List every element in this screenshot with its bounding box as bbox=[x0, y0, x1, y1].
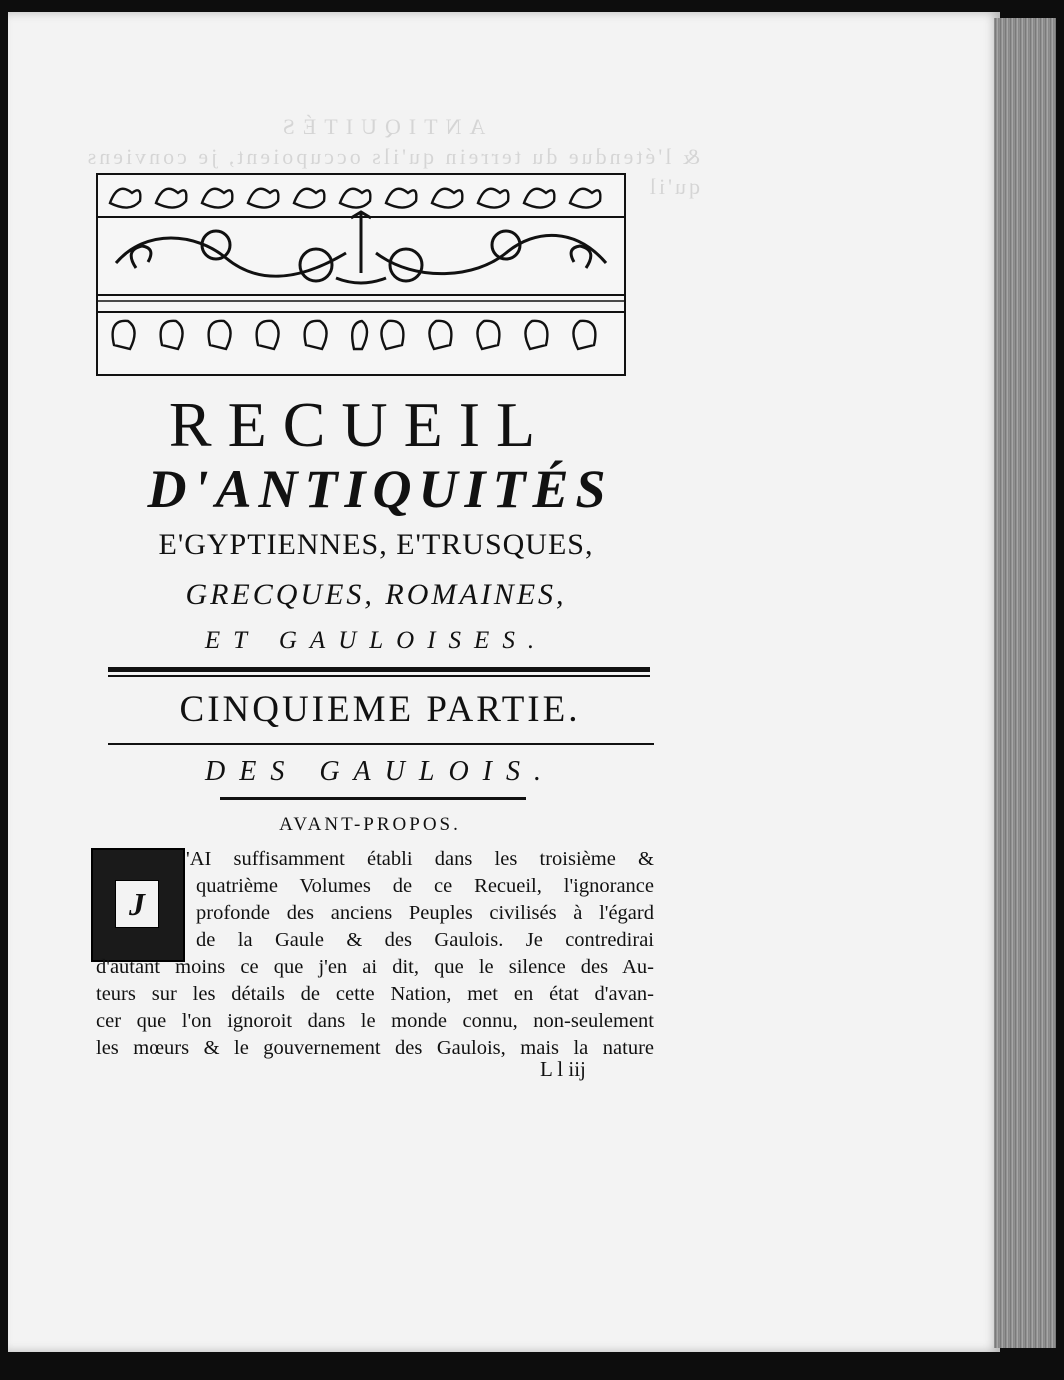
body-line: d'autant moins ce que j'en ai dit, que le silence des Au- bbox=[96, 956, 654, 978]
double-rule-top-thin bbox=[108, 675, 650, 677]
section-heading: DES GAULOIS. bbox=[205, 756, 555, 787]
rule-below-part bbox=[108, 743, 654, 745]
page-edges bbox=[994, 18, 1056, 1348]
body-line: cer que l'on ignoroit dans le monde connu, non-seulement bbox=[96, 1010, 654, 1032]
short-rule bbox=[220, 797, 526, 800]
double-rule-top bbox=[108, 667, 650, 672]
show-through-line: & l'étendue du terrein qu'ils occupoient, je conviens qu'il bbox=[84, 144, 700, 199]
title-recueil: RECUEIL bbox=[168, 389, 552, 460]
body-line: quatrième Volumes de ce Recueil, l'ignorance bbox=[196, 875, 654, 897]
title-gauloises: ET GAULOISES. bbox=[204, 627, 548, 654]
body-line: profonde des anciens Peuples civilisés à l'égard bbox=[196, 902, 654, 924]
body-line: de la Gaule & des Gaulois. Je contredirai bbox=[196, 929, 654, 951]
decorative-headpiece bbox=[96, 173, 626, 376]
title-grecques: GRECQUES, ROMAINES, bbox=[185, 578, 567, 611]
drop-cap-letter: J bbox=[115, 880, 159, 928]
body-line: 'AI suffisamment établi dans les troisième & bbox=[186, 848, 654, 870]
signature-mark: L l iij bbox=[540, 1057, 586, 1081]
title-antiquites: D'ANTIQUITÉS bbox=[147, 459, 613, 519]
part-heading: CINQUIEME PARTIE. bbox=[179, 689, 581, 730]
title-egyptiennes: E'GYPTIENNES, E'TRUSQUES, bbox=[158, 528, 594, 561]
subheading-avant-propos: AVANT-PROPOS. bbox=[279, 814, 461, 835]
show-through-line: ANTIQUITÉS bbox=[274, 114, 486, 139]
ornamental-drop-cap bbox=[91, 848, 185, 962]
body-line: teurs sur les détails de cette Nation, met en état d'avan- bbox=[96, 983, 654, 1005]
body-line: les mœurs & le gouvernement des Gaulois, mais la nature bbox=[96, 1037, 654, 1059]
